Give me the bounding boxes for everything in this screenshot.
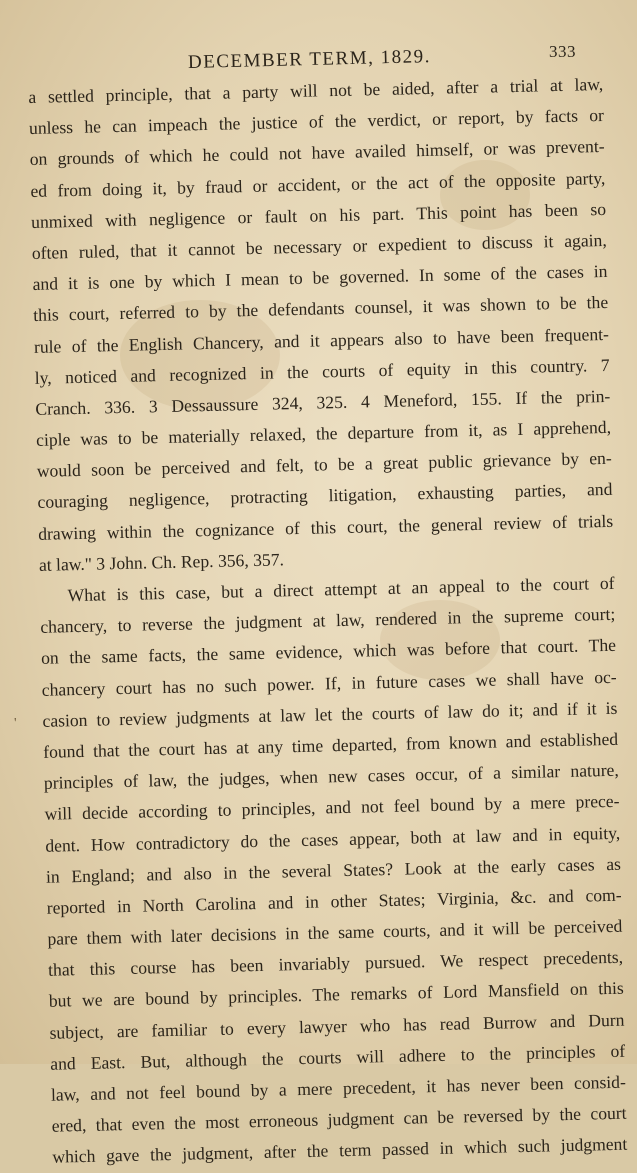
text-line: which gave the judgment, after the term passed in which such judgment	[52, 1134, 628, 1168]
text-line: drawing within the cognizance of this court, the general review of trials	[38, 510, 614, 544]
text-line: in England; and also in the several States? Look at the early cases as	[45, 853, 622, 887]
text-line: and East. But, although the courts will adhere to the principles of	[50, 1040, 626, 1074]
text-line: found that the court has at any time departed, from known and established	[42, 728, 619, 762]
text-line: couraging negligence, protracting litigation, exhausting parties, and	[37, 479, 613, 513]
text-line: ered, that even the most erroneous judgment can be reversed by the court	[51, 1102, 627, 1136]
text-line: subject, are familiar to every lawyer who has read Burrow and Durn	[49, 1009, 625, 1043]
text-line: ed from doing it, by fraud or accident, or the act of the opposite party,	[30, 167, 606, 201]
text-line: principles of law, the judges, when new cases occur, of a similar nature,	[43, 759, 619, 793]
text-line: will decide according to principles, and not feel bound by a mere prece-	[44, 791, 620, 825]
text-line: law, and not feel bound by a mere precedent, it has never been consid-	[50, 1071, 627, 1105]
text-line: a settled principle, that a party will not be aided, after a trial at law,	[28, 73, 604, 107]
page-header	[0, 42, 637, 72]
text-line: but we are bound by principles. The remarks of Lord Mansfield on this	[48, 978, 624, 1012]
text-line: What is this case, but a direct attempt at an appeal to the court of	[67, 572, 615, 606]
text-line: rule of the English Chancery, and it appears also to have been frequent-	[33, 323, 610, 357]
text-line: unless he can impeach the justice of the verdict, or report, by facts or	[28, 105, 605, 139]
margin-mark: '	[14, 716, 17, 731]
text-line: and it is one by which I mean to be governed. In some of the cases in	[32, 261, 608, 295]
text-line: chancery, to reverse the judgment at law, rendered in the supreme court;	[40, 604, 616, 638]
text-line: reported in North Carolina and in other States; Virginia, &c. and com-	[46, 884, 622, 918]
text-line: at law." 3 John. Ch. Rep. 356, 357.	[38, 549, 285, 575]
text-line: chancery court has no such power. If, in future cases we shall have oc-	[41, 666, 617, 700]
text-line: would soon be perceived and felt, to be a great public grievance by en-	[36, 448, 612, 482]
text-line: often ruled, that it cannot be necessary or expedient to discuss it again,	[31, 229, 607, 263]
text-line: ly, noticed and recognized in the courts of equity in this country. 7	[34, 354, 610, 388]
text-line: that this course has been invariably pursued. We respect precedents,	[47, 946, 624, 981]
text-line: pare them with later decisions in the same courts, and it will be perceived	[47, 915, 623, 949]
text-line: casion to review judgments at law let the courts of law do it; and if it is	[42, 697, 618, 731]
text-line: ciple was to be materially relaxed, the departure from it, as I apprehend,	[35, 416, 612, 450]
text-line: dent. How contradictory do the cases appear, both at law and in equity,	[45, 822, 621, 856]
text-line: Cranch. 336. 3 Dessaussure 324, 325. 4 Meneford, 155. If the prin-	[35, 385, 611, 419]
text-line: on the same facts, the same evidence, which was before that court. The	[40, 635, 617, 669]
running-head: DECEMBER TERM, 1829.	[187, 46, 432, 73]
page-number: 333	[549, 42, 576, 61]
text-line: this court, referred to by the defendants counsel, it was shown to be the	[33, 292, 609, 326]
text-line: on grounds of which he could not have availed himself, or was prevent-	[29, 136, 605, 170]
text-line: unmixed with negligence or fault on his part. This point has been so	[30, 198, 607, 232]
body-text	[28, 69, 628, 1173]
